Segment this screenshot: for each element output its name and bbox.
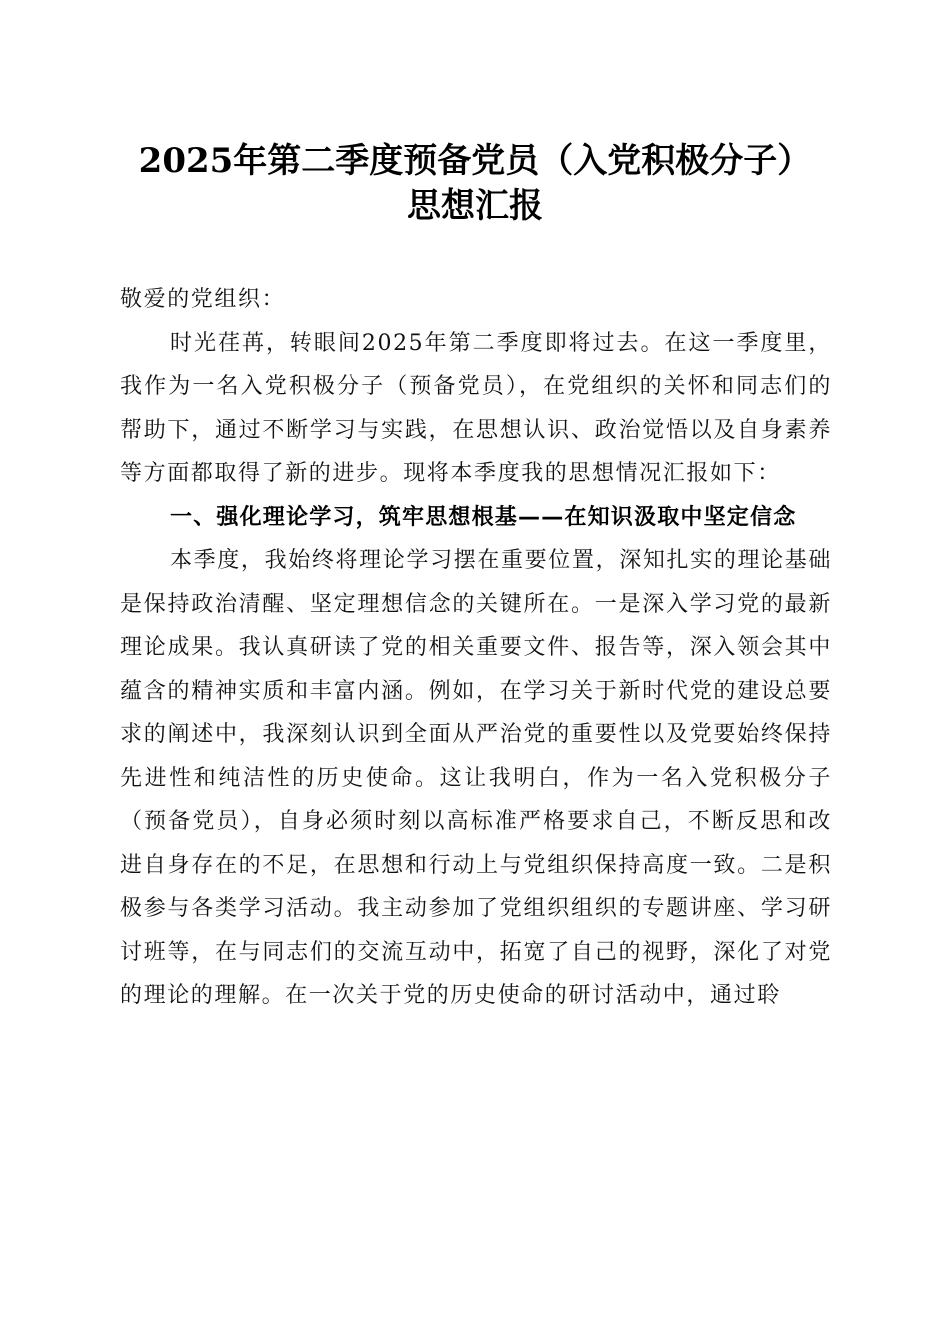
intro-paragraph: 时光荏苒，转眼间2025年第二季度即将过去。在这一季度里，我作为一名入党积极分子（预备党员），在党组织的关怀和同志们的帮助下，通过不断学习与实践，在思想认识、政治觉悟以及自身素养等方面都取得了新的进步。现将本季度我的思想情况汇报如下： [120, 330, 832, 486]
section-1-heading: 一、强化理论学习，筑牢思想根基——在知识汲取中坚定信念 [170, 504, 797, 530]
section-1-paragraph: 本季度，我始终将理论学习摆在重要位置，深知扎实的理论基础是保持政治清醒、坚定理想信念的关键所在。一是深入学习党的最新理论成果。我认真研读了党的相关重要文件、报告等，深入领会其中蕴含的精神实质和丰富内涵。例如，在学习关于新时代党的建设总要求的阐述中，我深刻认识到全面从严治党的重要性以及党要始终保持先进性和纯洁性的历史使命。这让我明白，作为一名入党积极分子（预备党员），自身必须时刻以高标准严格要求自己，不断反思和改进自身存在的不足，在思想和行动上与党组织保持高度一致。二是积极参与各类学习活动。我主动参加了党组织组织的专题讲座、学习研讨班等，在与同志们的交流互动中，拓宽了自己的视野，深化了对党的理论的理解。在一次关于党的历史使命的研讨活动中，通过聆 [120, 548, 832, 1008]
salutation: 敬爱的党组织： [120, 287, 286, 312]
document-title-line-1: 2025年第二季度预备党员（入党积极分子） [138, 141, 812, 181]
document-body [120, 278, 832, 1018]
document-title-line-2: 思想汇报 [407, 186, 543, 226]
